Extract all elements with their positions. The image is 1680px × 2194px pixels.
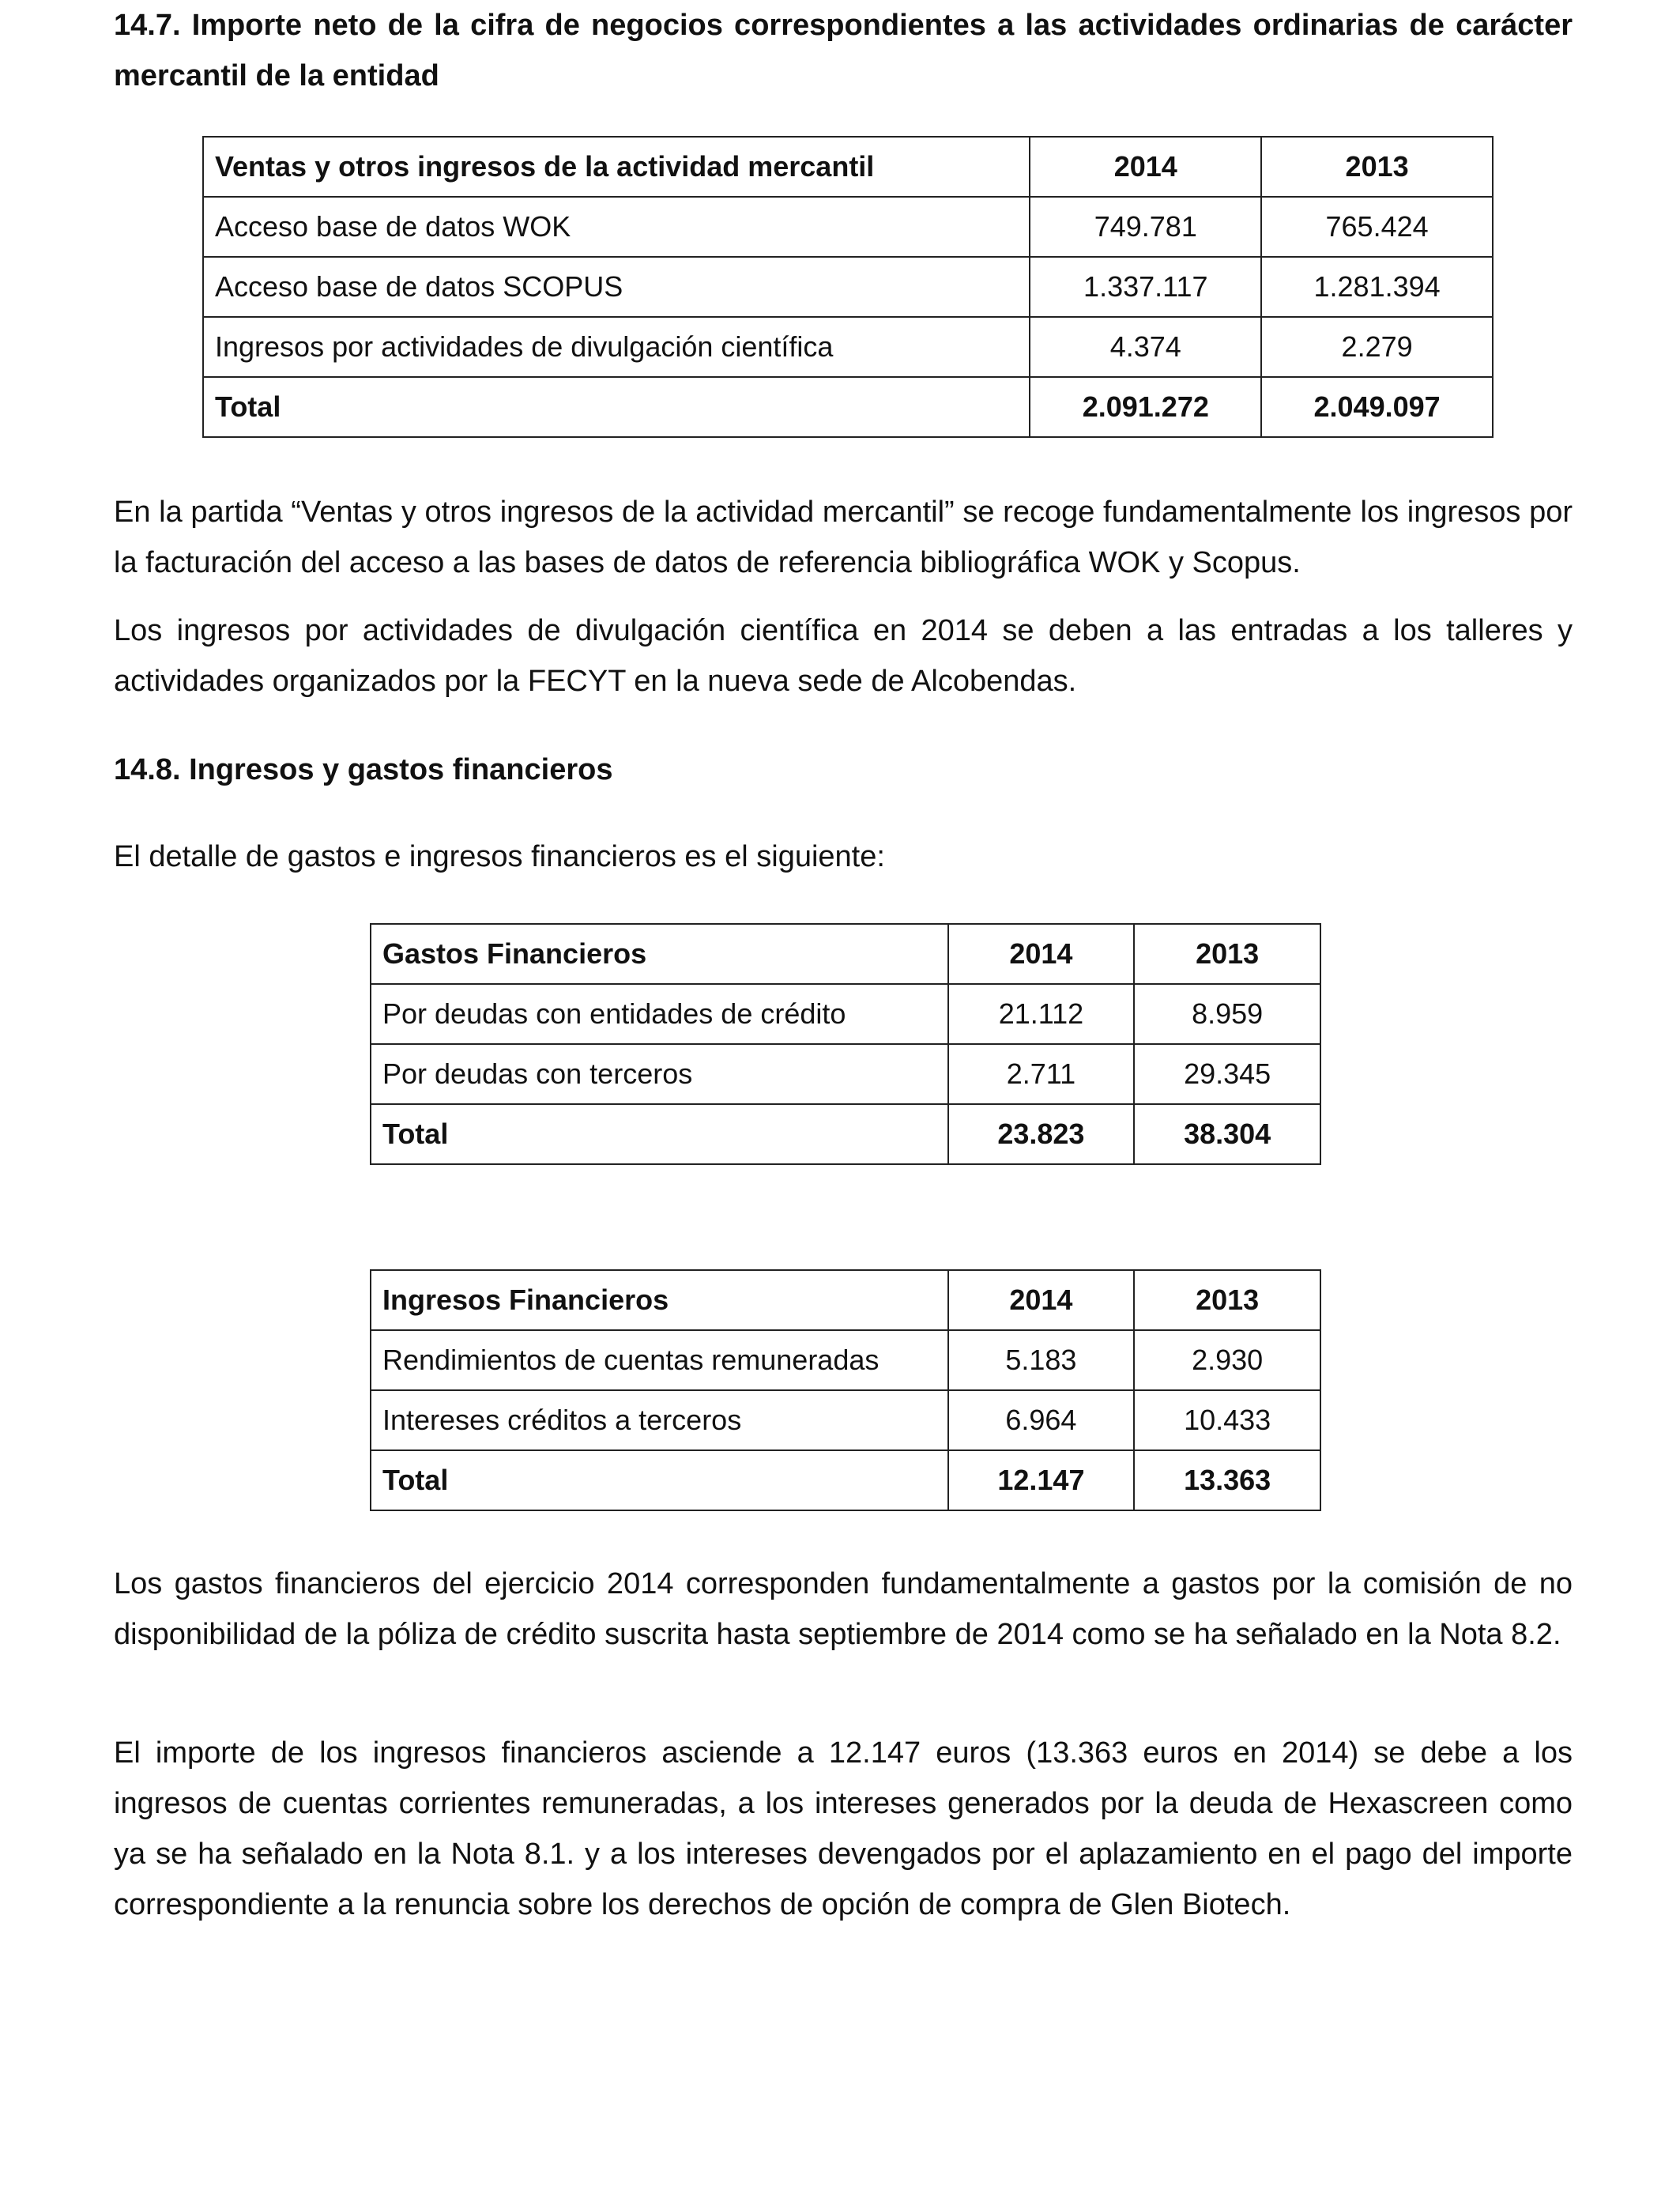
table-row	[371, 1044, 1320, 1104]
table-row	[371, 1330, 1320, 1390]
table-header-row	[371, 924, 1320, 984]
column-header: Ventas y otros ingresos de la actividad mercantil	[203, 137, 1030, 197]
row-label: Rendimientos de cuentas remuneradas	[371, 1330, 948, 1390]
column-header: 2013	[1261, 137, 1493, 197]
paragraph-ingresos: El importe de los ingresos financieros asciende a 12.147 euros (13.363 euros en 2014) se debe a los ingresos de cuentas corrientes remuneradas, a los intereses generados por la deuda de Hexascreen como ya se ha señalado en la Nota 8.1. y a los intereses devengados por el aplazamiento en el pago del importe correspondiente a la renuncia sobre los derechos de opción de compra de Glen Biotech.	[114, 1736, 1573, 1921]
table-row	[371, 1390, 1320, 1450]
cell-value: 2.279	[1261, 317, 1493, 377]
paragraph-intro: El detalle de gastos e ingresos financieros es el siguiente:	[114, 840, 885, 873]
table-header-row	[203, 137, 1493, 197]
cell-value: 1.337.117	[1030, 257, 1261, 317]
row-label: Por deudas con entidades de crédito	[371, 984, 948, 1044]
table-row	[203, 317, 1493, 377]
column-header: 2013	[1134, 924, 1320, 984]
cell-value: 29.345	[1134, 1044, 1320, 1104]
cell-value: 4.374	[1030, 317, 1261, 377]
column-header: 2014	[948, 924, 1135, 984]
cell-value: 12.147	[948, 1450, 1135, 1510]
cell-value: 21.112	[948, 984, 1135, 1044]
row-label: Por deudas con terceros	[371, 1044, 948, 1104]
cell-value: 1.281.394	[1261, 257, 1493, 317]
cell-value: 38.304	[1134, 1104, 1320, 1164]
sales-income-table	[202, 136, 1494, 438]
row-label: Intereses créditos a terceros	[371, 1390, 948, 1450]
row-label: Acceso base de datos SCOPUS	[203, 257, 1030, 317]
cell-value: 8.959	[1134, 984, 1320, 1044]
column-header: Ingresos Financieros	[371, 1270, 948, 1330]
financial-income-table	[370, 1269, 1321, 1511]
row-label: Acceso base de datos WOK	[203, 197, 1030, 257]
paragraph-gastos: Los gastos financieros del ejercicio 2014 corresponden fundamentalmente a gastos por la comisión de no disponibilidad de la póliza de crédito suscrita hasta septiembre de 2014 como se ha señalado en la Nota 8.2.	[114, 1567, 1573, 1651]
column-header: 2013	[1134, 1270, 1320, 1330]
cell-value: 23.823	[948, 1104, 1135, 1164]
column-header: 2014	[948, 1270, 1135, 1330]
cell-value: 5.183	[948, 1330, 1135, 1390]
cell-value: 10.433	[1134, 1390, 1320, 1450]
table-row	[371, 984, 1320, 1044]
financial-expenses-table	[370, 923, 1321, 1165]
cell-value: 2.711	[948, 1044, 1135, 1104]
cell-value: 749.781	[1030, 197, 1261, 257]
row-label: Total	[371, 1450, 948, 1510]
section-heading-14-7: 14.7. Importe neto de la cifra de negocios correspondientes a las actividades ordinarias de carácter mercantil de la entidad	[114, 9, 1573, 92]
section-heading-14-8: 14.8. Ingresos y gastos financieros	[114, 753, 613, 786]
row-label: Ingresos por actividades de divulgación científica	[203, 317, 1030, 377]
table-total-row	[371, 1450, 1320, 1510]
cell-value: 765.424	[1261, 197, 1493, 257]
row-label: Total	[371, 1104, 948, 1164]
row-label: Total	[203, 377, 1030, 437]
table-total-row	[203, 377, 1493, 437]
cell-value: 13.363	[1134, 1450, 1320, 1510]
cell-value: 2.091.272	[1030, 377, 1261, 437]
column-header: 2014	[1030, 137, 1261, 197]
column-header: Gastos Financieros	[371, 924, 948, 984]
table-header-row	[371, 1270, 1320, 1330]
cell-value: 6.964	[948, 1390, 1135, 1450]
table-row	[203, 197, 1493, 257]
paragraph-divulgacion: Los ingresos por actividades de divulgación científica en 2014 se deben a las entradas a los talleres y actividades organizados por la FECYT en la nueva sede de Alcobendas.	[114, 614, 1573, 698]
table-total-row	[371, 1104, 1320, 1164]
paragraph-sales: En la partida “Ventas y otros ingresos de la actividad mercantil” se recoge fundamentalmente los ingresos por la facturación del acceso a las bases de datos de referencia bibliográfica WOK y Scopus.	[114, 496, 1573, 579]
table-row	[203, 257, 1493, 317]
cell-value: 2.930	[1134, 1330, 1320, 1390]
cell-value: 2.049.097	[1261, 377, 1493, 437]
